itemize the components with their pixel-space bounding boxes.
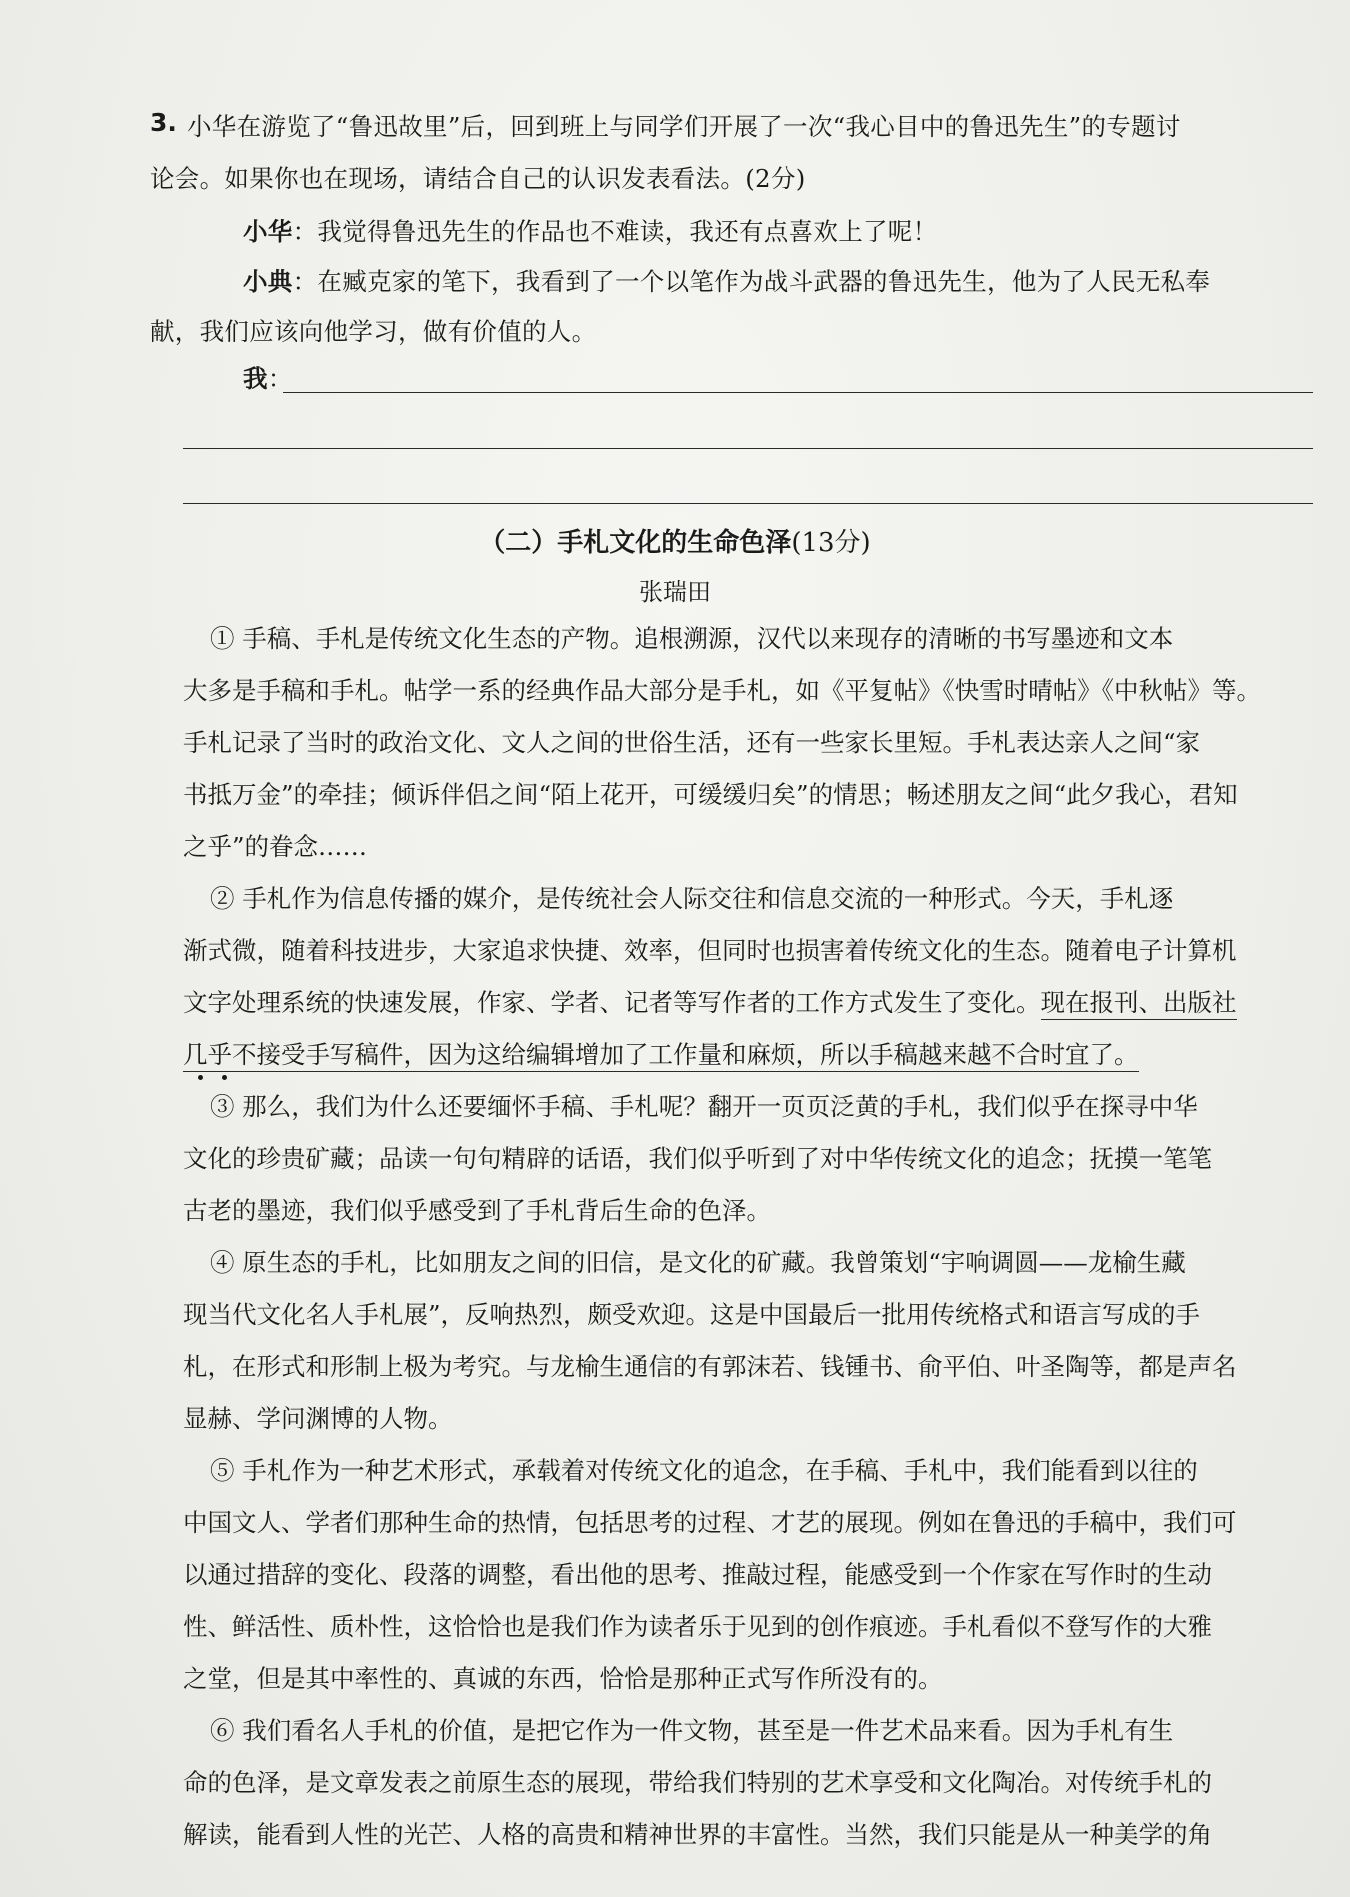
question-text-line2: 论会。如果你也在现场，请结合自己的认识发表看法。(2分) <box>150 164 806 193</box>
underlined-sentence-part2: 几乎不接受手写稿件，因为这给编辑增加了工作量和麻烦，所以手稿越来越不合时宜了。 <box>183 1040 1139 1072</box>
question-number: 3. <box>150 108 177 137</box>
para4-line4: 显赫、学问渊博的人物。 <box>183 1404 453 1433</box>
article-author: 张瑞田 <box>639 578 711 606</box>
para4-line2: 现当代文化名人手札展”，反响热烈，颇受欢迎。这是中国最后一批用传统格式和语言写成的手 <box>183 1300 1201 1329</box>
emphasis-dot <box>222 1075 227 1080</box>
answer-line-1[interactable] <box>283 392 1313 393</box>
section-title-text: （二）手札文化的生命色泽 <box>479 528 792 558</box>
para2-line2: 渐式微，随着科技进步，大家追求快捷、效率，但同时也损害着传统文化的生态。随着电子计算机 <box>183 936 1237 965</box>
para1-line4: 书抵万金”的牵挂；倾诉伴侣之间“陌上花开，可缓缓归矣”的情思；畅述朋友之间“此夕我心，君知 <box>183 780 1238 809</box>
me-prompt <box>243 360 293 395</box>
para6-line1: ⑥ 我们看名人手札的价值，是把它作为一件文物，甚至是一件艺术品来看。因为手札有生 <box>210 1716 1174 1745</box>
question-text-line1: 小华在游览了“鲁迅故里”后，回到班上与同学们开展了一次“我心目中的鲁迅先生”的专题讨 <box>187 112 1181 141</box>
para5-line4: 性、鲜活性、质朴性，这恰恰也是我们作为读者乐于见到的创作痕迹。手札看似不登写作的大雅 <box>183 1612 1212 1641</box>
me-label: 我 <box>243 364 268 393</box>
para3-line1: ③ 那么，我们为什么还要缅怀手稿、手札呢？翻开一页页泛黄的手札，我们似乎在探寻中华 <box>210 1092 1198 1121</box>
xiaodian-text: ：在臧克家的笔下，我看到了一个以笔作为战斗武器的鲁迅先生，他为了人民无私奉 <box>292 267 1211 296</box>
para2-line1: ② 手札作为信息传播的媒介，是传统社会人际交往和信息交流的一种形式。今天，手札逐 <box>210 884 1174 913</box>
para3-line3: 古老的墨迹，我们似乎感受到了手札背后生命的色泽。 <box>183 1196 771 1225</box>
xiaodian-label: 小典 <box>243 267 293 296</box>
para4-line1: ④ 原生态的手札，比如朋友之间的旧信，是文化的矿藏。我曾策划“宇响调圆——龙榆生藏 <box>210 1248 1186 1277</box>
para1-line2: 大多是手稿和手札。帖学一系的经典作品大部分是手札，如《平复帖》《快雪时晴帖》《中秋帖》等。 <box>183 676 1261 705</box>
xiaohua-label: 小华 <box>243 217 293 246</box>
section-score: (13分) <box>791 528 871 558</box>
emphasis-dot <box>198 1075 203 1080</box>
para5-line1: ⑤ 手札作为一种艺术形式，承载着对传统文化的追念，在手稿、手札中，我们能看到以往的 <box>210 1456 1198 1485</box>
xiaodian-text-continued: 献，我们应该向他学习，做有价值的人。 <box>150 317 597 346</box>
para2-line3-text: 文字处理系统的快速发展，作家、学者、记者等写作者的工作方式发生了变化。 <box>183 988 1041 1017</box>
xiaohua-text: ：我觉得鲁迅先生的作品也不难读，我还有点喜欢上了呢！ <box>292 217 938 246</box>
para5-line3: 以通过措辞的变化、段落的调整，看出他的思考、推敲过程，能感受到一个作家在写作时的生动 <box>183 1560 1212 1589</box>
para5-line5: 之堂，但是其中率性的、真诚的东西，恰恰是那种正式写作所没有的。 <box>183 1664 943 1693</box>
para6-line2: 命的色泽，是文章发表之前原生态的展现，带给我们特别的艺术享受和文化陶冶。对传统手札的 <box>183 1768 1212 1797</box>
para1-line3: 手札记录了当时的政治文化、文人之间的世俗生活，还有一些家长里短。手札表达亲人之间“家 <box>183 728 1201 757</box>
me-colon: ： <box>267 364 293 393</box>
answer-line-3[interactable] <box>183 503 1313 504</box>
para2-line4 <box>183 1036 1139 1071</box>
para1-line5: 之乎”的眷念…… <box>183 832 368 861</box>
para2-line3 <box>183 984 1237 1019</box>
xiaohua-statement <box>243 213 937 248</box>
para3-line2: 文化的珍贵矿藏；品读一句句精辟的话语，我们似乎听到了对中华传统文化的追念；抚摸一笔笔 <box>183 1144 1212 1173</box>
section-title <box>0 522 1350 559</box>
para5-line2: 中国文人、学者们那种生命的热情，包括思考的过程、才艺的展现。例如在鲁迅的手稿中，我们可 <box>183 1508 1237 1537</box>
underlined-sentence-part1: 现在报刊、出版社 <box>1041 988 1237 1020</box>
xiaodian-statement <box>243 263 1210 298</box>
answer-line-2[interactable] <box>183 448 1313 449</box>
para6-line3: 解读，能看到人性的光芒、人格的高贵和精神世界的丰富性。当然，我们只能是从一种美学的角 <box>183 1820 1212 1849</box>
para4-line3: 札，在形式和形制上极为考究。与龙榆生通信的有郭沫若、钱锺书、俞平伯、叶圣陶等，都是声名 <box>183 1352 1237 1381</box>
para1-line1: ① 手稿、手札是传统文化生态的产物。追根溯源，汉代以来现存的清晰的书写墨迹和文本 <box>210 624 1174 653</box>
